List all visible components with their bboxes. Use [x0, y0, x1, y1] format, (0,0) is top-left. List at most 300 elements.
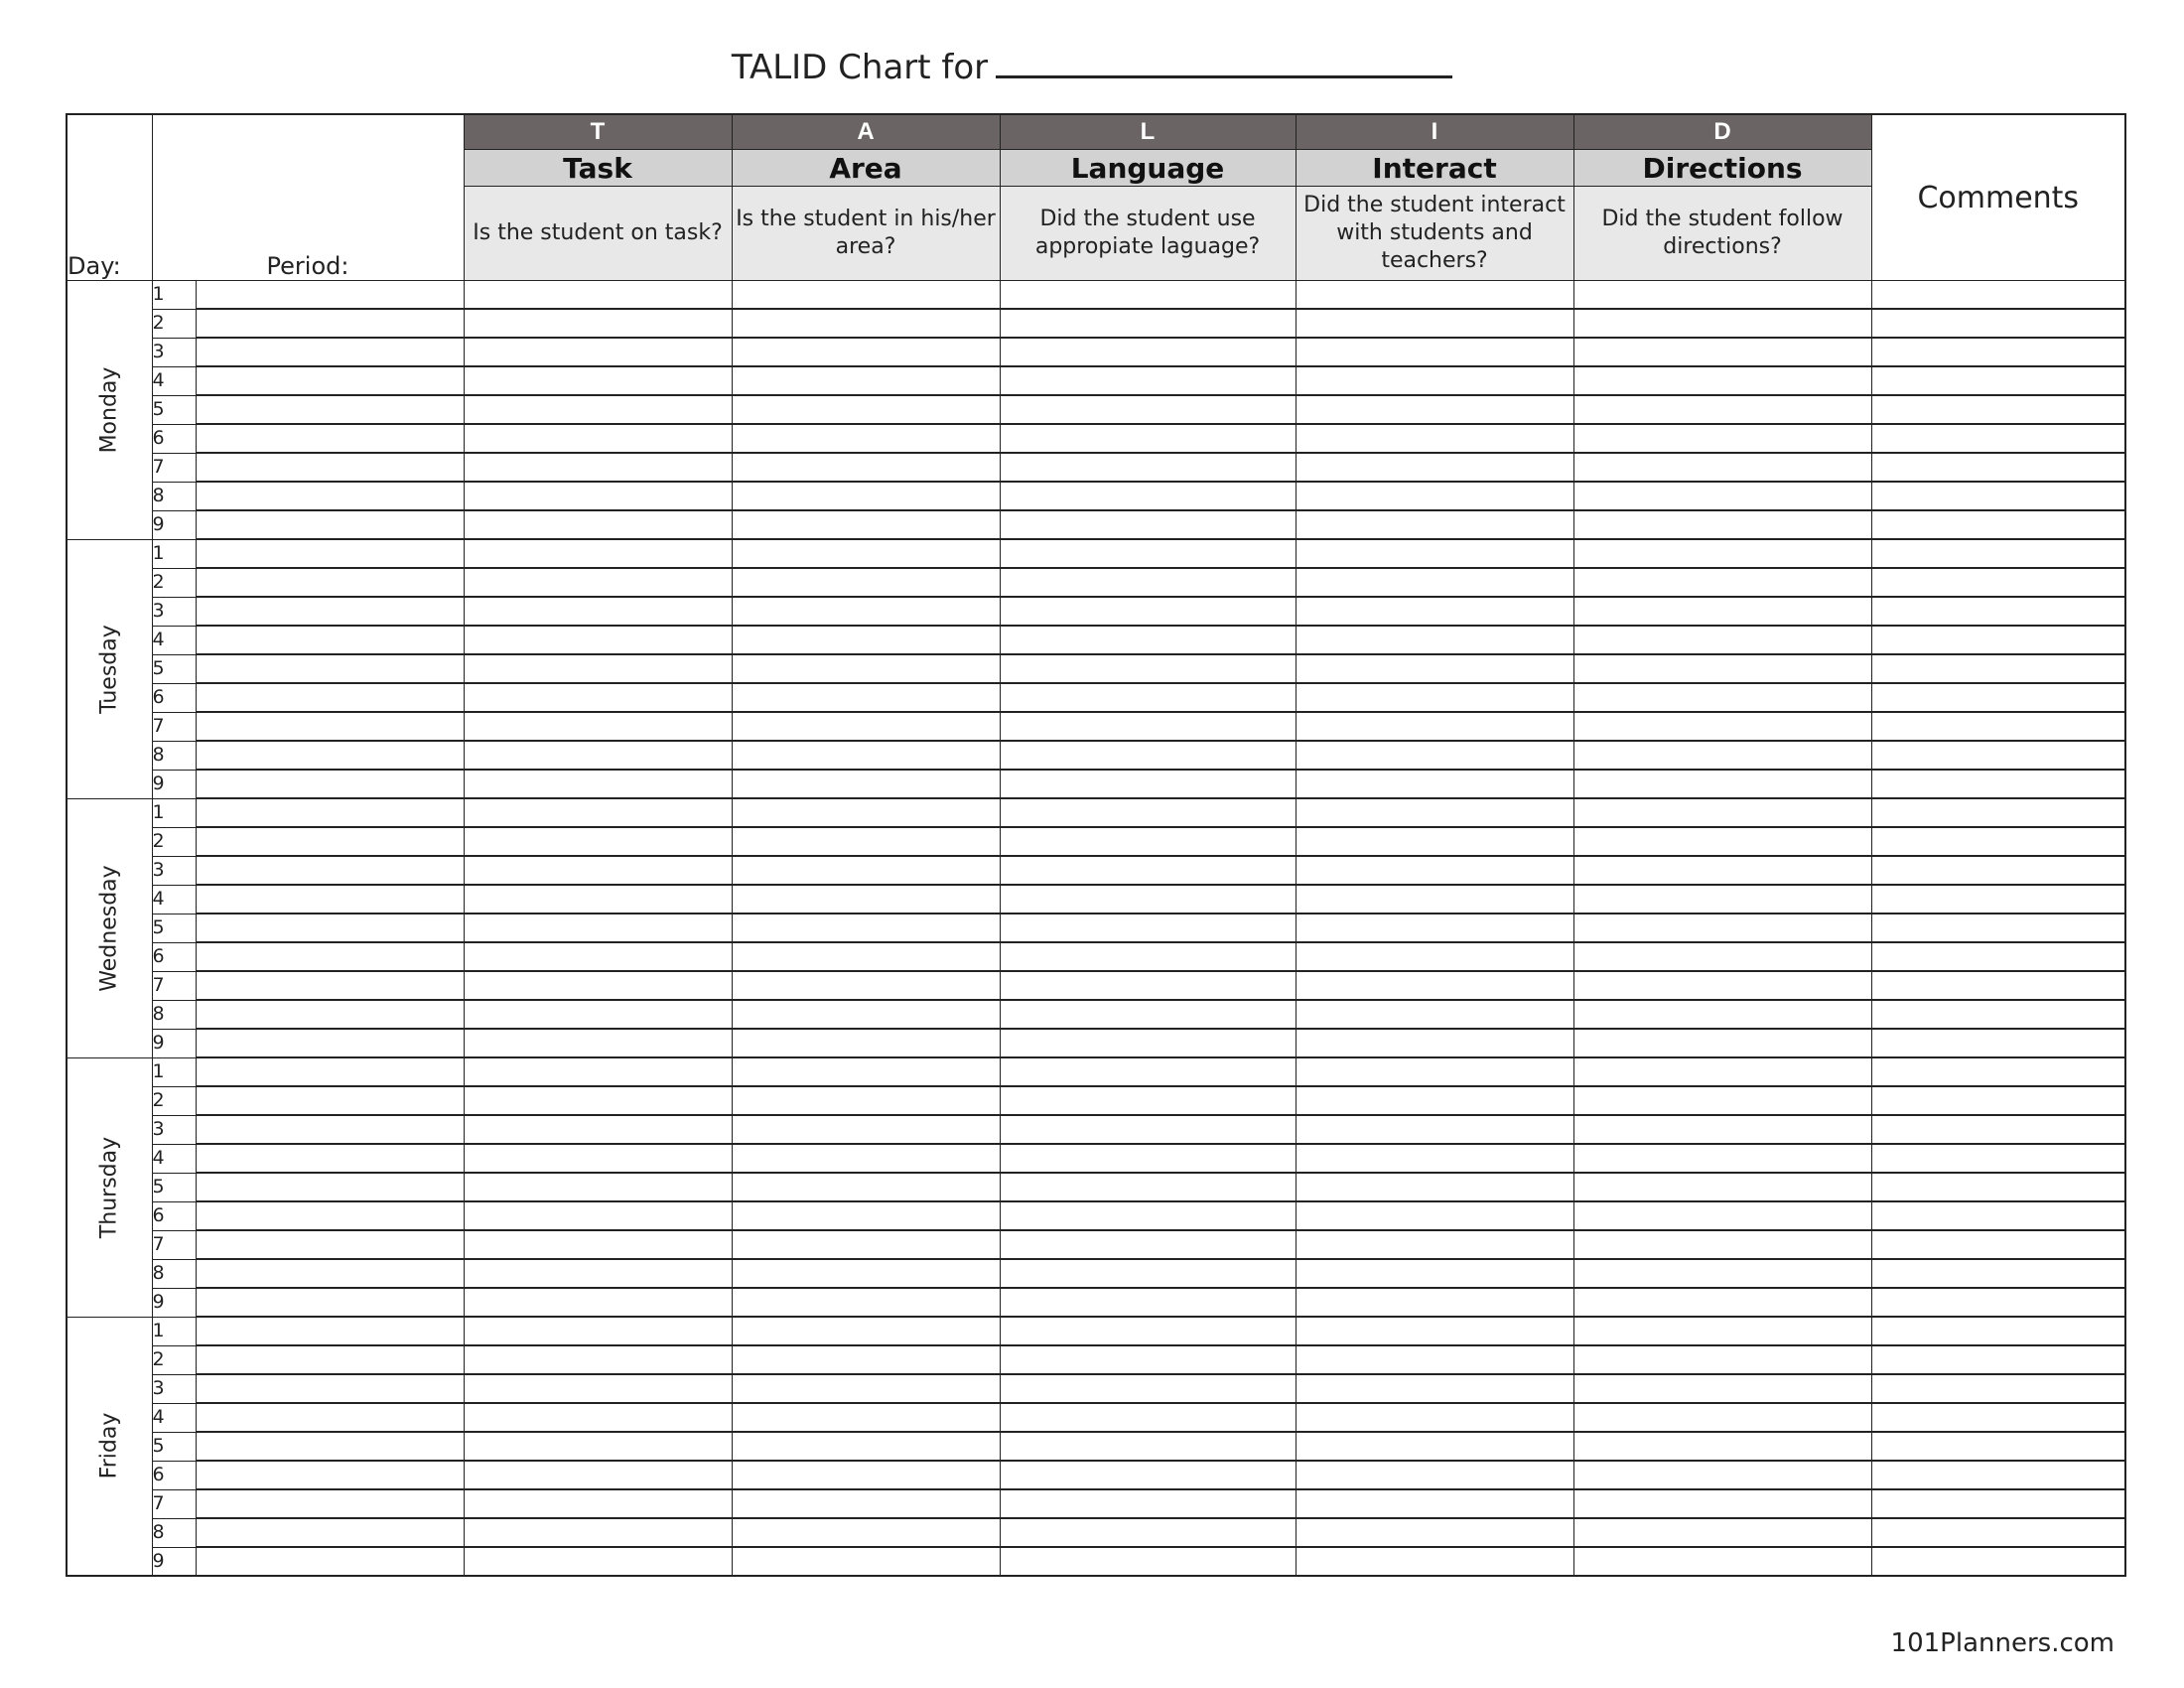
- interact-cell[interactable]: [1296, 453, 1573, 482]
- area-cell[interactable]: [732, 281, 1000, 310]
- comments-cell[interactable]: [1871, 482, 2125, 510]
- task-cell[interactable]: [464, 971, 732, 1000]
- task-cell[interactable]: [464, 1259, 732, 1288]
- period-cell[interactable]: [196, 1547, 464, 1576]
- area-cell[interactable]: [732, 626, 1000, 654]
- directions-cell[interactable]: [1573, 914, 1871, 942]
- task-cell[interactable]: [464, 1374, 732, 1403]
- interact-cell[interactable]: [1296, 597, 1573, 626]
- task-cell[interactable]: [464, 1461, 732, 1489]
- interact-cell[interactable]: [1296, 1288, 1573, 1317]
- area-cell[interactable]: [732, 1173, 1000, 1201]
- directions-cell[interactable]: [1573, 1029, 1871, 1057]
- directions-cell[interactable]: [1573, 1374, 1871, 1403]
- task-cell[interactable]: [464, 798, 732, 827]
- task-cell[interactable]: [464, 827, 732, 856]
- interact-cell[interactable]: [1296, 1547, 1573, 1576]
- comments-cell[interactable]: [1871, 856, 2125, 885]
- comments-cell[interactable]: [1871, 424, 2125, 453]
- period-cell[interactable]: [196, 1432, 464, 1461]
- language-cell[interactable]: [1000, 309, 1296, 338]
- period-cell[interactable]: [196, 798, 464, 827]
- comments-cell[interactable]: [1871, 338, 2125, 366]
- directions-cell[interactable]: [1573, 1518, 1871, 1547]
- directions-cell[interactable]: [1573, 482, 1871, 510]
- language-cell[interactable]: [1000, 395, 1296, 424]
- interact-cell[interactable]: [1296, 281, 1573, 310]
- task-cell[interactable]: [464, 1317, 732, 1345]
- directions-cell[interactable]: [1573, 453, 1871, 482]
- comments-cell[interactable]: [1871, 683, 2125, 712]
- area-cell[interactable]: [732, 1230, 1000, 1259]
- interact-cell[interactable]: [1296, 885, 1573, 914]
- directions-cell[interactable]: [1573, 1317, 1871, 1345]
- directions-cell[interactable]: [1573, 856, 1871, 885]
- period-cell[interactable]: [196, 1288, 464, 1317]
- area-cell[interactable]: [732, 971, 1000, 1000]
- interact-cell[interactable]: [1296, 1374, 1573, 1403]
- area-cell[interactable]: [732, 1345, 1000, 1374]
- task-cell[interactable]: [464, 942, 732, 971]
- language-cell[interactable]: [1000, 1259, 1296, 1288]
- period-cell[interactable]: [196, 281, 464, 310]
- area-cell[interactable]: [732, 1288, 1000, 1317]
- task-cell[interactable]: [464, 1230, 732, 1259]
- area-cell[interactable]: [732, 885, 1000, 914]
- area-cell[interactable]: [732, 770, 1000, 798]
- period-cell[interactable]: [196, 1144, 464, 1173]
- area-cell[interactable]: [732, 827, 1000, 856]
- interact-cell[interactable]: [1296, 654, 1573, 683]
- period-cell[interactable]: [196, 510, 464, 539]
- language-cell[interactable]: [1000, 1403, 1296, 1432]
- directions-cell[interactable]: [1573, 885, 1871, 914]
- task-cell[interactable]: [464, 510, 732, 539]
- directions-cell[interactable]: [1573, 1403, 1871, 1432]
- directions-cell[interactable]: [1573, 1547, 1871, 1576]
- comments-cell[interactable]: [1871, 597, 2125, 626]
- period-cell[interactable]: [196, 1489, 464, 1518]
- language-cell[interactable]: [1000, 539, 1296, 568]
- period-cell[interactable]: [196, 1345, 464, 1374]
- interact-cell[interactable]: [1296, 1173, 1573, 1201]
- period-cell[interactable]: [196, 1317, 464, 1345]
- interact-cell[interactable]: [1296, 856, 1573, 885]
- period-cell[interactable]: [196, 597, 464, 626]
- area-cell[interactable]: [732, 1461, 1000, 1489]
- directions-cell[interactable]: [1573, 366, 1871, 395]
- area-cell[interactable]: [732, 1144, 1000, 1173]
- interact-cell[interactable]: [1296, 741, 1573, 770]
- interact-cell[interactable]: [1296, 1000, 1573, 1029]
- directions-cell[interactable]: [1573, 1345, 1871, 1374]
- comments-cell[interactable]: [1871, 366, 2125, 395]
- task-cell[interactable]: [464, 1000, 732, 1029]
- interact-cell[interactable]: [1296, 1086, 1573, 1115]
- period-cell[interactable]: [196, 1201, 464, 1230]
- period-cell[interactable]: [196, 1461, 464, 1489]
- interact-cell[interactable]: [1296, 1432, 1573, 1461]
- language-cell[interactable]: [1000, 1144, 1296, 1173]
- comments-cell[interactable]: [1871, 1461, 2125, 1489]
- directions-cell[interactable]: [1573, 539, 1871, 568]
- language-cell[interactable]: [1000, 338, 1296, 366]
- period-cell[interactable]: [196, 1173, 464, 1201]
- period-cell[interactable]: [196, 338, 464, 366]
- area-cell[interactable]: [732, 338, 1000, 366]
- task-cell[interactable]: [464, 1345, 732, 1374]
- period-cell[interactable]: [196, 539, 464, 568]
- task-cell[interactable]: [464, 654, 732, 683]
- task-cell[interactable]: [464, 281, 732, 310]
- directions-cell[interactable]: [1573, 1086, 1871, 1115]
- comments-cell[interactable]: [1871, 827, 2125, 856]
- area-cell[interactable]: [732, 395, 1000, 424]
- area-cell[interactable]: [732, 597, 1000, 626]
- area-cell[interactable]: [732, 539, 1000, 568]
- language-cell[interactable]: [1000, 683, 1296, 712]
- period-cell[interactable]: [196, 309, 464, 338]
- directions-cell[interactable]: [1573, 1230, 1871, 1259]
- interact-cell[interactable]: [1296, 683, 1573, 712]
- language-cell[interactable]: [1000, 1489, 1296, 1518]
- language-cell[interactable]: [1000, 482, 1296, 510]
- task-cell[interactable]: [464, 338, 732, 366]
- area-cell[interactable]: [732, 309, 1000, 338]
- period-cell[interactable]: [196, 971, 464, 1000]
- language-cell[interactable]: [1000, 366, 1296, 395]
- interact-cell[interactable]: [1296, 366, 1573, 395]
- task-cell[interactable]: [464, 1288, 732, 1317]
- interact-cell[interactable]: [1296, 712, 1573, 741]
- task-cell[interactable]: [464, 1115, 732, 1144]
- language-cell[interactable]: [1000, 597, 1296, 626]
- language-cell[interactable]: [1000, 1029, 1296, 1057]
- interact-cell[interactable]: [1296, 1489, 1573, 1518]
- area-cell[interactable]: [732, 1489, 1000, 1518]
- language-cell[interactable]: [1000, 1345, 1296, 1374]
- directions-cell[interactable]: [1573, 654, 1871, 683]
- area-cell[interactable]: [732, 1086, 1000, 1115]
- comments-cell[interactable]: [1871, 1259, 2125, 1288]
- comments-cell[interactable]: [1871, 281, 2125, 310]
- area-cell[interactable]: [732, 942, 1000, 971]
- period-cell[interactable]: [196, 1230, 464, 1259]
- comments-cell[interactable]: [1871, 654, 2125, 683]
- area-cell[interactable]: [732, 914, 1000, 942]
- comments-cell[interactable]: [1871, 1057, 2125, 1086]
- area-cell[interactable]: [732, 741, 1000, 770]
- period-cell[interactable]: [196, 1057, 464, 1086]
- period-cell[interactable]: [196, 914, 464, 942]
- language-cell[interactable]: [1000, 942, 1296, 971]
- directions-cell[interactable]: [1573, 1489, 1871, 1518]
- interact-cell[interactable]: [1296, 1345, 1573, 1374]
- language-cell[interactable]: [1000, 741, 1296, 770]
- student-name-blank[interactable]: [996, 46, 1452, 78]
- language-cell[interactable]: [1000, 626, 1296, 654]
- directions-cell[interactable]: [1573, 1057, 1871, 1086]
- area-cell[interactable]: [732, 424, 1000, 453]
- interact-cell[interactable]: [1296, 395, 1573, 424]
- area-cell[interactable]: [732, 1000, 1000, 1029]
- comments-cell[interactable]: [1871, 395, 2125, 424]
- language-cell[interactable]: [1000, 712, 1296, 741]
- task-cell[interactable]: [464, 309, 732, 338]
- language-cell[interactable]: [1000, 424, 1296, 453]
- language-cell[interactable]: [1000, 1518, 1296, 1547]
- task-cell[interactable]: [464, 453, 732, 482]
- comments-cell[interactable]: [1871, 626, 2125, 654]
- language-cell[interactable]: [1000, 281, 1296, 310]
- comments-cell[interactable]: [1871, 1115, 2125, 1144]
- interact-cell[interactable]: [1296, 510, 1573, 539]
- comments-cell[interactable]: [1871, 770, 2125, 798]
- comments-cell[interactable]: [1871, 712, 2125, 741]
- directions-cell[interactable]: [1573, 568, 1871, 597]
- language-cell[interactable]: [1000, 1317, 1296, 1345]
- period-cell[interactable]: [196, 366, 464, 395]
- task-cell[interactable]: [464, 1029, 732, 1057]
- task-cell[interactable]: [464, 914, 732, 942]
- interact-cell[interactable]: [1296, 568, 1573, 597]
- period-cell[interactable]: [196, 395, 464, 424]
- language-cell[interactable]: [1000, 827, 1296, 856]
- directions-cell[interactable]: [1573, 741, 1871, 770]
- directions-cell[interactable]: [1573, 281, 1871, 310]
- comments-cell[interactable]: [1871, 942, 2125, 971]
- period-cell[interactable]: [196, 741, 464, 770]
- period-cell[interactable]: [196, 1403, 464, 1432]
- directions-cell[interactable]: [1573, 770, 1871, 798]
- interact-cell[interactable]: [1296, 1259, 1573, 1288]
- comments-cell[interactable]: [1871, 741, 2125, 770]
- comments-cell[interactable]: [1871, 798, 2125, 827]
- area-cell[interactable]: [732, 712, 1000, 741]
- area-cell[interactable]: [732, 1317, 1000, 1345]
- period-cell[interactable]: [196, 568, 464, 597]
- interact-cell[interactable]: [1296, 827, 1573, 856]
- directions-cell[interactable]: [1573, 597, 1871, 626]
- task-cell[interactable]: [464, 741, 732, 770]
- language-cell[interactable]: [1000, 1201, 1296, 1230]
- comments-cell[interactable]: [1871, 568, 2125, 597]
- task-cell[interactable]: [464, 770, 732, 798]
- comments-cell[interactable]: [1871, 1432, 2125, 1461]
- directions-cell[interactable]: [1573, 338, 1871, 366]
- comments-cell[interactable]: [1871, 1345, 2125, 1374]
- language-cell[interactable]: [1000, 1057, 1296, 1086]
- area-cell[interactable]: [732, 366, 1000, 395]
- task-cell[interactable]: [464, 539, 732, 568]
- interact-cell[interactable]: [1296, 1201, 1573, 1230]
- task-cell[interactable]: [464, 597, 732, 626]
- task-cell[interactable]: [464, 626, 732, 654]
- interact-cell[interactable]: [1296, 770, 1573, 798]
- language-cell[interactable]: [1000, 885, 1296, 914]
- interact-cell[interactable]: [1296, 424, 1573, 453]
- period-cell[interactable]: [196, 654, 464, 683]
- interact-cell[interactable]: [1296, 626, 1573, 654]
- task-cell[interactable]: [464, 1057, 732, 1086]
- language-cell[interactable]: [1000, 1000, 1296, 1029]
- comments-cell[interactable]: [1871, 1317, 2125, 1345]
- task-cell[interactable]: [464, 856, 732, 885]
- area-cell[interactable]: [732, 798, 1000, 827]
- area-cell[interactable]: [732, 1432, 1000, 1461]
- comments-cell[interactable]: [1871, 1086, 2125, 1115]
- interact-cell[interactable]: [1296, 1518, 1573, 1547]
- interact-cell[interactable]: [1296, 1144, 1573, 1173]
- period-cell[interactable]: [196, 683, 464, 712]
- language-cell[interactable]: [1000, 770, 1296, 798]
- period-cell[interactable]: [196, 1259, 464, 1288]
- period-cell[interactable]: [196, 1000, 464, 1029]
- comments-cell[interactable]: [1871, 1489, 2125, 1518]
- comments-cell[interactable]: [1871, 1403, 2125, 1432]
- task-cell[interactable]: [464, 1518, 732, 1547]
- language-cell[interactable]: [1000, 798, 1296, 827]
- directions-cell[interactable]: [1573, 712, 1871, 741]
- task-cell[interactable]: [464, 1201, 732, 1230]
- period-cell[interactable]: [196, 1086, 464, 1115]
- interact-cell[interactable]: [1296, 942, 1573, 971]
- interact-cell[interactable]: [1296, 1029, 1573, 1057]
- area-cell[interactable]: [732, 453, 1000, 482]
- area-cell[interactable]: [732, 1201, 1000, 1230]
- language-cell[interactable]: [1000, 1086, 1296, 1115]
- task-cell[interactable]: [464, 1489, 732, 1518]
- directions-cell[interactable]: [1573, 424, 1871, 453]
- language-cell[interactable]: [1000, 1173, 1296, 1201]
- task-cell[interactable]: [464, 885, 732, 914]
- language-cell[interactable]: [1000, 1115, 1296, 1144]
- directions-cell[interactable]: [1573, 1115, 1871, 1144]
- comments-cell[interactable]: [1871, 1547, 2125, 1576]
- area-cell[interactable]: [732, 482, 1000, 510]
- comments-cell[interactable]: [1871, 1374, 2125, 1403]
- directions-cell[interactable]: [1573, 395, 1871, 424]
- comments-cell[interactable]: [1871, 1029, 2125, 1057]
- area-cell[interactable]: [732, 1547, 1000, 1576]
- interact-cell[interactable]: [1296, 1115, 1573, 1144]
- language-cell[interactable]: [1000, 1461, 1296, 1489]
- interact-cell[interactable]: [1296, 1317, 1573, 1345]
- directions-cell[interactable]: [1573, 971, 1871, 1000]
- task-cell[interactable]: [464, 1173, 732, 1201]
- task-cell[interactable]: [464, 1432, 732, 1461]
- interact-cell[interactable]: [1296, 1230, 1573, 1259]
- interact-cell[interactable]: [1296, 539, 1573, 568]
- comments-cell[interactable]: [1871, 1000, 2125, 1029]
- language-cell[interactable]: [1000, 1230, 1296, 1259]
- task-cell[interactable]: [464, 395, 732, 424]
- language-cell[interactable]: [1000, 914, 1296, 942]
- period-cell[interactable]: [196, 424, 464, 453]
- directions-cell[interactable]: [1573, 827, 1871, 856]
- language-cell[interactable]: [1000, 971, 1296, 1000]
- comments-cell[interactable]: [1871, 453, 2125, 482]
- directions-cell[interactable]: [1573, 1173, 1871, 1201]
- directions-cell[interactable]: [1573, 1461, 1871, 1489]
- interact-cell[interactable]: [1296, 1461, 1573, 1489]
- comments-cell[interactable]: [1871, 1230, 2125, 1259]
- interact-cell[interactable]: [1296, 971, 1573, 1000]
- area-cell[interactable]: [732, 1259, 1000, 1288]
- language-cell[interactable]: [1000, 1547, 1296, 1576]
- comments-cell[interactable]: [1871, 1173, 2125, 1201]
- language-cell[interactable]: [1000, 1374, 1296, 1403]
- area-cell[interactable]: [732, 654, 1000, 683]
- interact-cell[interactable]: [1296, 482, 1573, 510]
- language-cell[interactable]: [1000, 453, 1296, 482]
- task-cell[interactable]: [464, 683, 732, 712]
- comments-cell[interactable]: [1871, 1288, 2125, 1317]
- area-cell[interactable]: [732, 1374, 1000, 1403]
- period-cell[interactable]: [196, 1115, 464, 1144]
- comments-cell[interactable]: [1871, 1144, 2125, 1173]
- directions-cell[interactable]: [1573, 798, 1871, 827]
- comments-cell[interactable]: [1871, 1518, 2125, 1547]
- interact-cell[interactable]: [1296, 1057, 1573, 1086]
- language-cell[interactable]: [1000, 1288, 1296, 1317]
- directions-cell[interactable]: [1573, 1144, 1871, 1173]
- period-cell[interactable]: [196, 856, 464, 885]
- interact-cell[interactable]: [1296, 309, 1573, 338]
- task-cell[interactable]: [464, 482, 732, 510]
- period-cell[interactable]: [196, 1029, 464, 1057]
- directions-cell[interactable]: [1573, 1432, 1871, 1461]
- area-cell[interactable]: [732, 683, 1000, 712]
- area-cell[interactable]: [732, 856, 1000, 885]
- period-cell[interactable]: [196, 827, 464, 856]
- directions-cell[interactable]: [1573, 309, 1871, 338]
- comments-cell[interactable]: [1871, 1201, 2125, 1230]
- area-cell[interactable]: [732, 568, 1000, 597]
- directions-cell[interactable]: [1573, 1288, 1871, 1317]
- language-cell[interactable]: [1000, 1432, 1296, 1461]
- area-cell[interactable]: [732, 510, 1000, 539]
- period-cell[interactable]: [196, 885, 464, 914]
- period-cell[interactable]: [196, 942, 464, 971]
- period-cell[interactable]: [196, 453, 464, 482]
- directions-cell[interactable]: [1573, 1201, 1871, 1230]
- task-cell[interactable]: [464, 568, 732, 597]
- language-cell[interactable]: [1000, 510, 1296, 539]
- task-cell[interactable]: [464, 366, 732, 395]
- period-cell[interactable]: [196, 626, 464, 654]
- directions-cell[interactable]: [1573, 510, 1871, 539]
- comments-cell[interactable]: [1871, 885, 2125, 914]
- area-cell[interactable]: [732, 1518, 1000, 1547]
- period-cell[interactable]: [196, 712, 464, 741]
- comments-cell[interactable]: [1871, 539, 2125, 568]
- area-cell[interactable]: [732, 1403, 1000, 1432]
- area-cell[interactable]: [732, 1115, 1000, 1144]
- period-cell[interactable]: [196, 482, 464, 510]
- task-cell[interactable]: [464, 1403, 732, 1432]
- comments-cell[interactable]: [1871, 309, 2125, 338]
- comments-cell[interactable]: [1871, 510, 2125, 539]
- interact-cell[interactable]: [1296, 798, 1573, 827]
- task-cell[interactable]: [464, 712, 732, 741]
- task-cell[interactable]: [464, 1086, 732, 1115]
- language-cell[interactable]: [1000, 568, 1296, 597]
- interact-cell[interactable]: [1296, 338, 1573, 366]
- directions-cell[interactable]: [1573, 1259, 1871, 1288]
- area-cell[interactable]: [732, 1029, 1000, 1057]
- period-cell[interactable]: [196, 1518, 464, 1547]
